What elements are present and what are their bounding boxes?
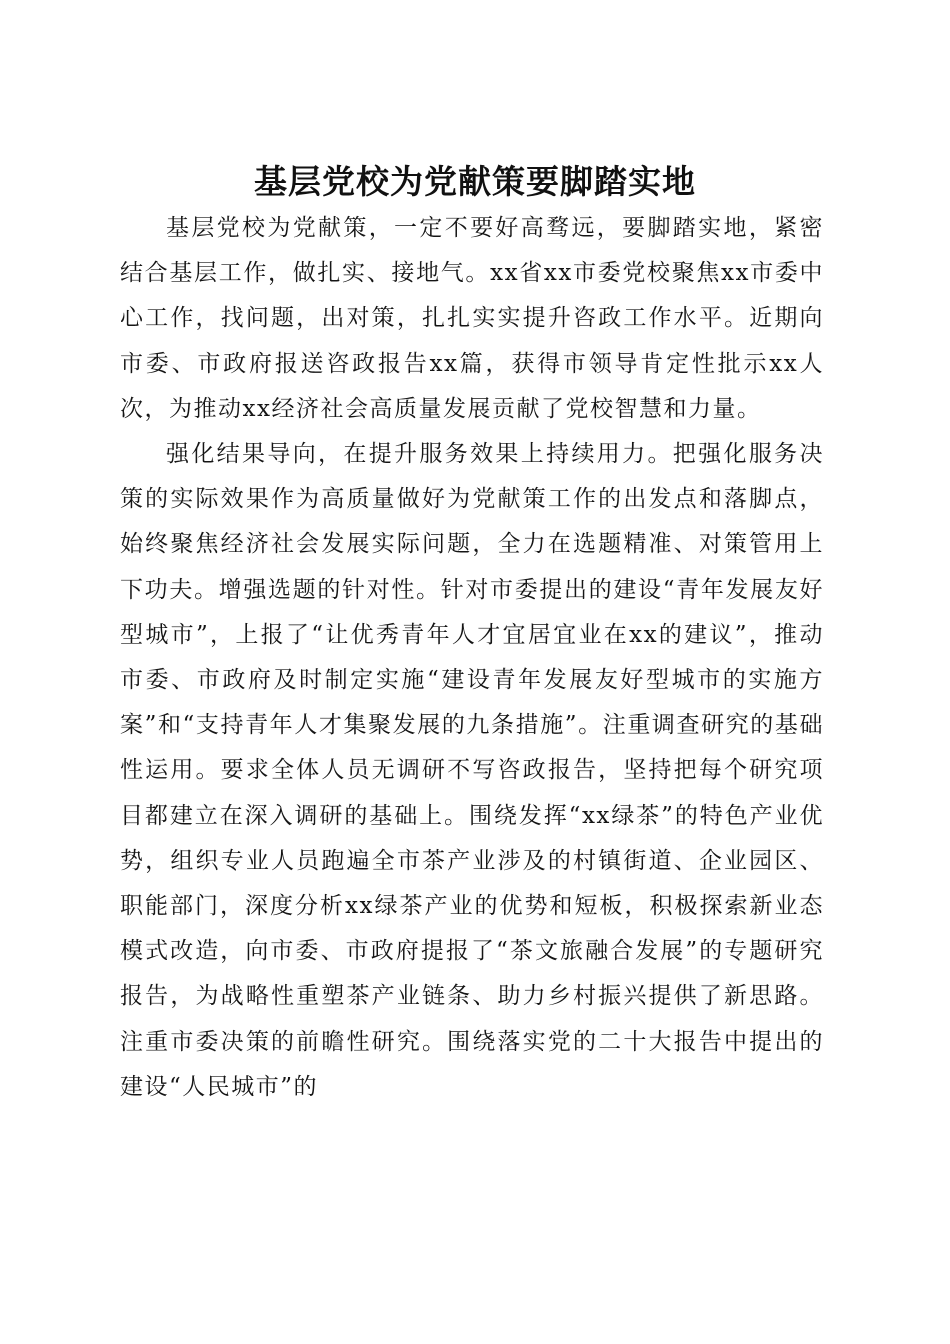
paragraph-results-orientation: 强化结果导向，在提升服务效果上持续用力。把强化服务决策的实际效果作为高质量做好为党献策工作的出发点和落脚点，始终聚焦经济社会发展实际问题，全力在选题精准、对策管用上下功夫。增强选题的针对性。针对市委提出的建设“青年发展友好型城市”，上报了“让优秀青年人才宜居宜业在xx的建议”，推动市委、市政府及时制定实施“建设青年发展友好型城市的实施方案”和“支持青年人才集聚发展的九条措施”。注重调查研究的基础性运用。要求全体人员无调研不写咨政报告，坚持把每个研究项目都建立在深入调研的基础上。围绕发挥“xx绿茶”的特色产业优势，组织专业人员跑遍全市茶产业涉及的村镇街道、企业园区、职能部门，深度分析xx绿茶产业的优势和短板，积极探索新业态模式改造，向市委、市政府提报了“茶文旅融合发展”的专题研究报告，为战略性重塑茶产业链条、助力乡村振兴提供了新思路。注重市委决策的前瞻性研究。围绕落实党的二十大报告中提出的建设“人民城市”的	[120, 441, 824, 1100]
document-body	[120, 206, 824, 1110]
paragraph-intro: 基层党校为党献策，一定不要好高骛远，要脚踏实地，紧密结合基层工作，做扎实、接地气。xx省xx市委党校聚焦xx市委中心工作，找问题，出对策，扎扎实实提升咨政工作水平。近期向市委、市政府报送咨政报告xx篇，获得市领导肯定性批示xx人次，为推动xx经济社会高质量发展贡献了党校智慧和力量。	[120, 215, 824, 422]
document-title: 基层党校为党献策要脚踏实地	[254, 162, 696, 202]
